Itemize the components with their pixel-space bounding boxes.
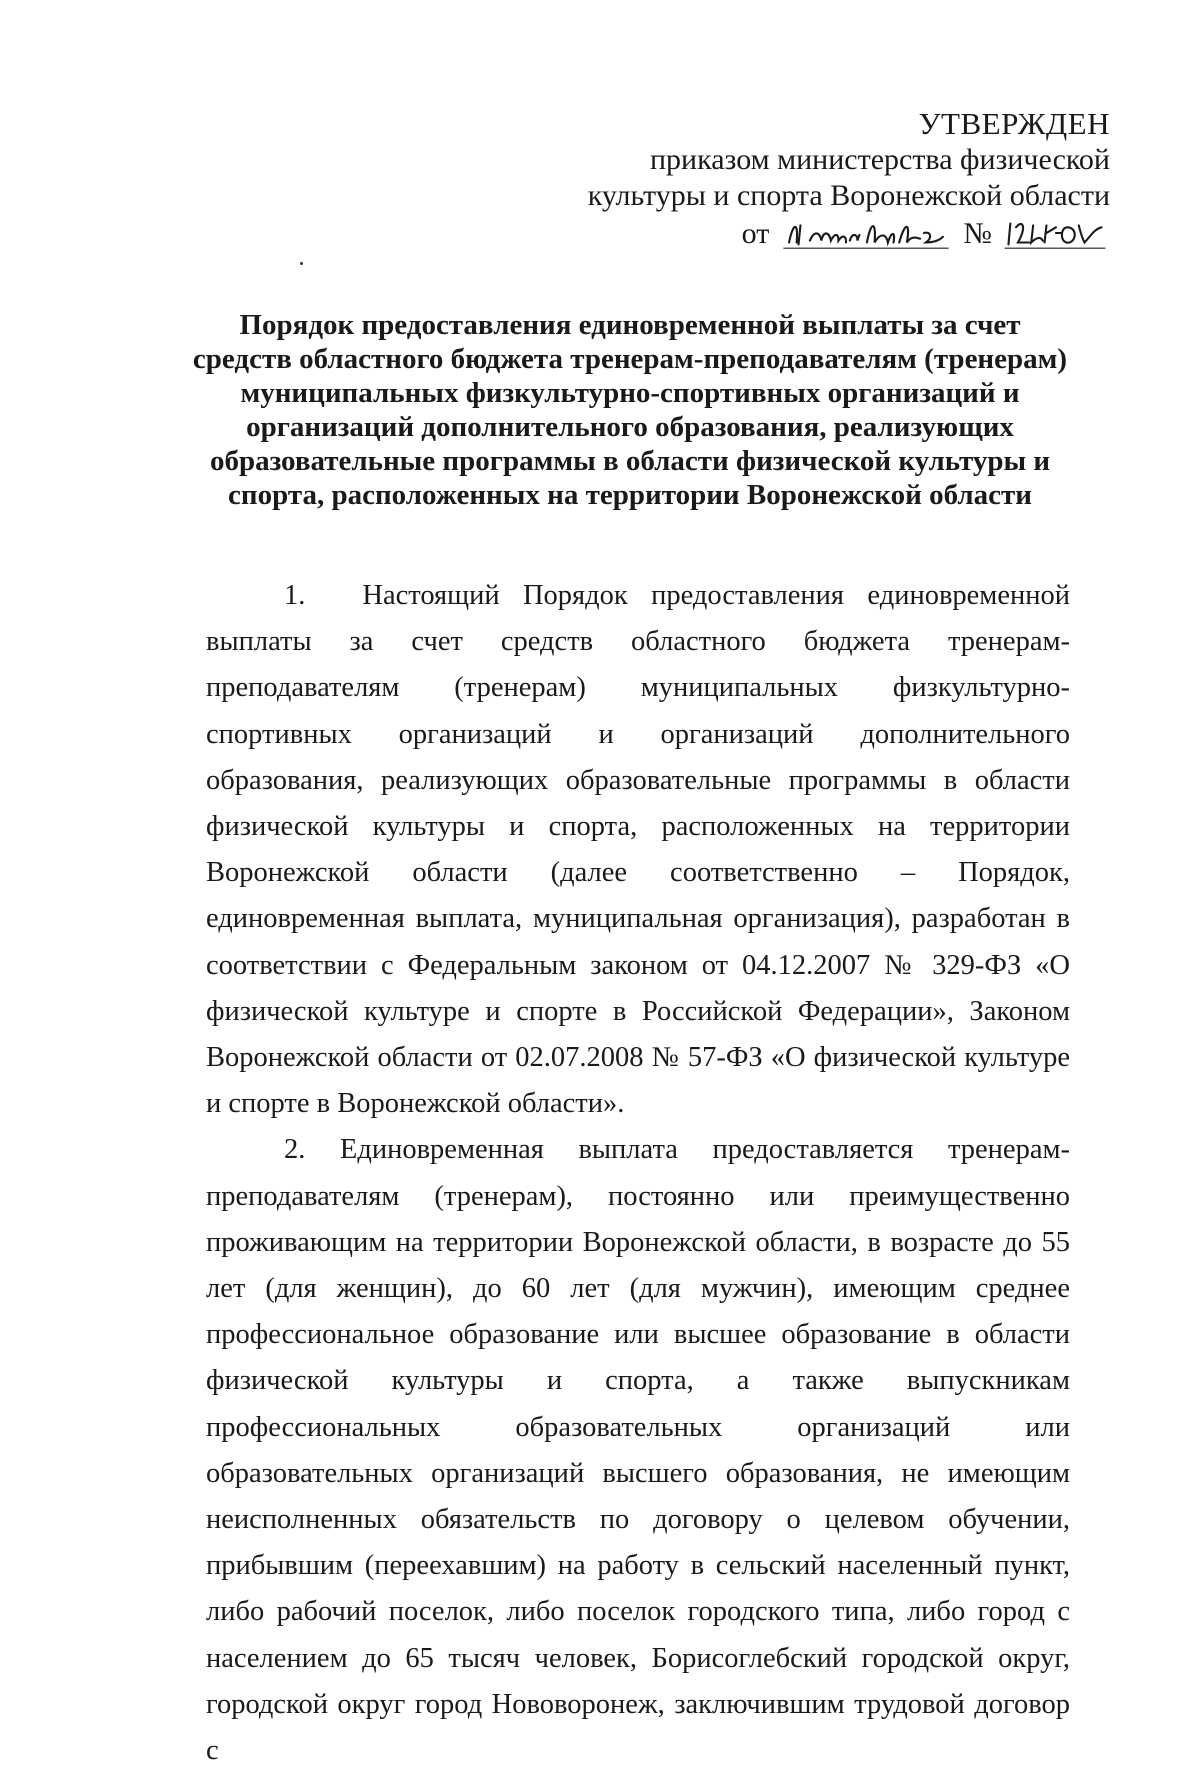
approval-stamp-block: [588, 106, 1110, 252]
handwritten-date-signature: [777, 214, 955, 252]
approval-line-1: приказом министерства физической: [649, 143, 1110, 176]
approval-line-2: культуры и спорта Воронежской области: [587, 179, 1110, 212]
approval-date-line: [742, 214, 1110, 252]
stray-dot: [300, 262, 303, 265]
document-body: [206, 573, 1070, 1774]
number-sign: №: [963, 217, 992, 250]
from-label: от: [741, 217, 770, 250]
paragraph-1: 1. Настоящий Порядок предоставления единовременной выплаты за счет средств областного бюджета тренерам-преподавателям (тренерам) муниципальных физкультурно-спортивных организаций и организаций дополнительного образования, реализующих образовательные программы в области физической культуры и спорта, расположенных на территории Воронежской области (далее соответственно – Порядок, единовременная выплата, муниципальная организация), разработан в соответствии с Федеральным законом от 04.12.2007 № 329-ФЗ «О физической культуре и спорте в Российской Федерации», Законом Воронежской области от 02.07.2008 № 57-ФЗ «О физической культуре и спорте в Воронежской области».: [206, 580, 1070, 1120]
document-title: Порядок предоставления единовременной выплаты за счет средств областного бюджета тренерам-преподавателям (тренерам) муниципальных физкультурно-спортивных организаций и организаций дополнительного образования, реализующих образовательные программы в области физической культуры и спорта, расположенных на территории Воронежской области: [192, 309, 1068, 511]
handwritten-number-signature: [1000, 214, 1110, 252]
approved-label: УТВЕРЖДЕН: [918, 106, 1110, 141]
paragraph-2: 2. Единовременная выплата предоставляется тренерам-преподавателям (тренерам), постоянно или преимущественно проживающим на территории Воронежской области, в возрасте до 55 лет (для женщин), до 60 лет (для мужчин), имеющим среднее профессиональное образование или высшее образование в области физической культуры и спорта, а также выпускникам профессиональных образовательных организаций или образовательных организаций высшего образования, не имеющим неисполненных обязательств по договору о целевом обучении, прибывшим (переехавшим) на работу в сельский населенный пункт, либо рабочий поселок, либо поселок городского типа, либо город с населением до 65 тысяч человек, Борисоглебский городской округ, городской округ город Нововоронеж, заключившим трудовой договор с: [206, 1134, 1070, 1767]
